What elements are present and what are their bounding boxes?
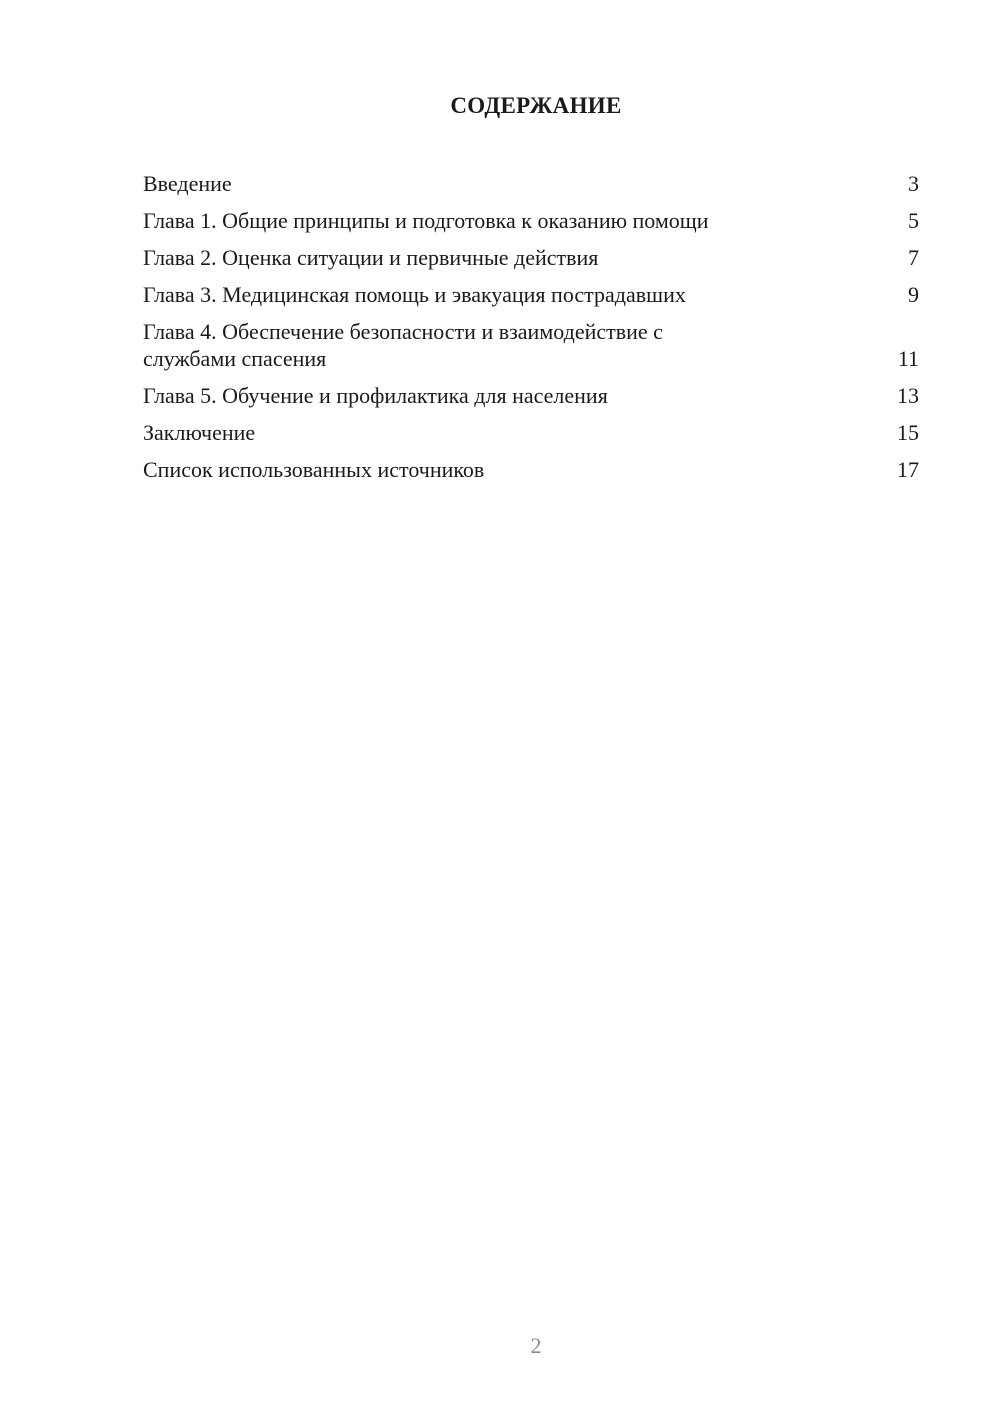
toc-entry-page: 7 <box>908 245 919 270</box>
page-number: 2 <box>530 1333 542 1358</box>
toc-entry-text: Глава 2. Оценка ситуации и первичные действия <box>143 245 599 270</box>
toc-entry-text: Глава 1. Общие принципы и подготовка к оказанию помощи <box>143 208 709 233</box>
toc-entry-text: Глава 4. Обеспечение безопасности и взаимодействие с службами спасения <box>143 319 663 371</box>
toc-entry-page: 15 <box>897 420 919 445</box>
toc-entry-page: 5 <box>908 208 919 233</box>
toc-entry-page: 13 <box>897 383 919 408</box>
toc-entry-conclusion <box>143 419 919 446</box>
toc-entry-chapter-3 <box>143 281 919 308</box>
toc-entry-text: Заключение <box>143 420 256 445</box>
toc-entry-page: 11 <box>897 346 919 371</box>
page-title: СОДЕРЖАНИЕ <box>450 93 622 118</box>
toc-entry-chapter-2 <box>143 244 919 271</box>
toc-entry-page: 3 <box>908 171 919 196</box>
toc-entry-page: 17 <box>897 457 919 482</box>
table-of-contents <box>143 170 919 493</box>
toc-entry-introduction <box>143 170 919 197</box>
toc-entry-text: Глава 3. Медицинская помощь и эвакуация пострадавших <box>143 282 686 307</box>
toc-entry-chapter-1 <box>143 207 919 234</box>
toc-entry-text: Глава 5. Обучение и профилактика для населения <box>143 383 608 408</box>
toc-entry-page: 9 <box>908 282 919 307</box>
toc-entry-references <box>143 456 919 483</box>
toc-entry-chapter-4 <box>143 318 919 372</box>
toc-entry-chapter-5 <box>143 382 919 409</box>
toc-entry-text: Список использованных источников <box>143 457 485 482</box>
toc-entry-text: Введение <box>143 171 232 196</box>
